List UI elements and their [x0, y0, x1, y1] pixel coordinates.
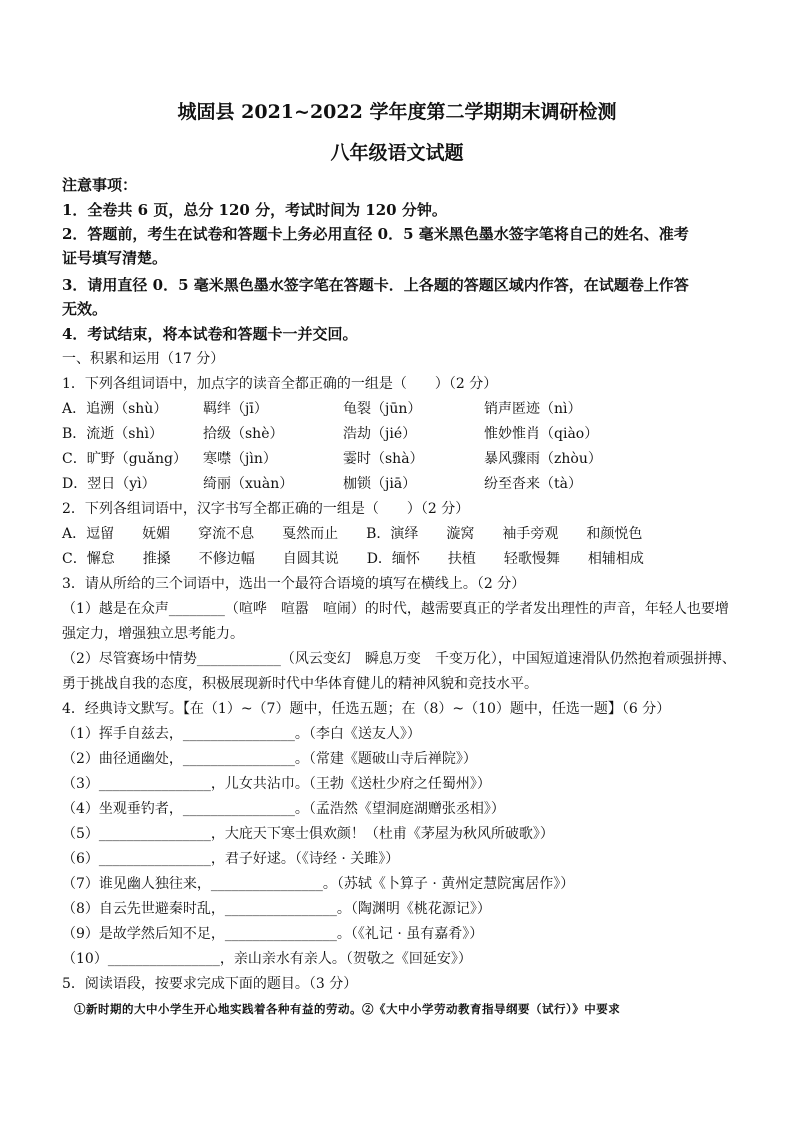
note-1: 1．全卷共 6 页，总分 120 分，考试时间为 120 分钟。 [62, 201, 447, 219]
note-4: 4．考试结束，将本试卷和答题卡一并交回。 [62, 325, 358, 343]
q4-item: （2）曲径通幽处，________________。（常建《题破山寺后禅院》） [62, 751, 477, 767]
q1-b-4: 惟妙惟肖（qiào） [484, 426, 599, 442]
q3-1-line-1: （1）越是在众声________（喧哗 喧嚣 喧闹）的时代，越需要真正的学者发出理性的声音，年轻人也要增 [62, 601, 729, 617]
q1-c-2: 寒噤（jìn） [203, 451, 277, 467]
q1-c-1: C．旷野（guǎng） [62, 451, 188, 467]
note-3-line-2: 无效。 [62, 300, 108, 318]
q1-b-3: 浩劫（jié） [343, 426, 417, 442]
q1-b-1: B．流逝（shì） [62, 426, 163, 442]
q4-item: （5）________________，大庇天下寒士俱欢颜！（杜甫《茅屋为秋风所破歌》） [62, 826, 554, 842]
q1-a-1: A．追溯（shù） [62, 401, 168, 417]
q1-d-3: 枷锁（jiā） [343, 476, 417, 492]
q1-d-1: D．翌日（yì） [62, 476, 156, 492]
q4-item: （9）是故学然后知不足，________________。（《礼记 · 虽有嘉肴》） [62, 926, 484, 942]
note-2-line-2: 证号填写清楚。 [62, 249, 168, 267]
q4-item: （4）坐观垂钓者，________________。（孟浩然《望洞庭湖赠张丞相》） [62, 801, 505, 817]
section-heading: 一、积累和运用（17 分） [62, 351, 225, 367]
q3-2-line-1: （2）尽管赛场中情势____________（风云变幻 瞬息万变 千变万化），中国短道速滑队仍然抱着顽强拼搏、 [62, 651, 736, 667]
q4-item: （8）自云先世避秦时乱，________________。（陶渊明《桃花源记》） [62, 901, 491, 917]
q2-options-cd: C．懈怠 推搡 不修边幅 自圆其说 D．缅怀 扶植 轻歌慢舞 相辅相成 [62, 551, 644, 567]
q2-options-ab: A．逗留 妩媚 穿流不息 戛然而止 B．演绎 漩窝 袖手旁观 和颜悦色 [62, 526, 643, 542]
q1-d-4: 纷至沓来（tà） [484, 476, 582, 492]
q2-stem: 2．下列各组词语中，汉字书写全都正确的一组是（ ）（2 分） [62, 501, 470, 517]
q5-stem: 5．阅读语段，按要求完成下面的题目。（3 分） [62, 976, 358, 992]
note-3-line-1: 3．请用直径 0．5 毫米黑色墨水签字笔在答题卡．上各题的答题区域内作答，在试题卷上作答 [62, 276, 689, 294]
q4-item: （1）挥手自兹去，________________。（李白《送友人》） [62, 726, 421, 742]
q4-item: （10）________________，亲山亲水有亲人。（贺敬之《回延安》） [62, 951, 472, 967]
q4-item: （6）________________，君子好逑。（《诗经 · 关雎》） [62, 851, 400, 867]
q1-a-4: 销声匿迹（nì） [484, 401, 582, 417]
q5-passage: ①新时期的大中小学生开心地实践着各种有益的劳动。②《大中小学劳动教育指导纲要（试行）》中要求 [74, 1002, 621, 1016]
q4-item: （7）谁见幽人独往来，________________。（苏轼《卜算子 · 黄州定慧院寓居作》） [62, 876, 575, 892]
q4-stem: 4．经典诗文默写。【在（1）~（7）题中，任选五题；在（8）~（10）题中，任选一题】（6 分） [62, 701, 671, 717]
q1-stem: 1．下列各组词语中，加点字的读音全都正确的一组是（ ）（2 分） [62, 376, 498, 392]
q4-item: （3）________________，儿女共沾巾。（王勃《送杜少府之任蜀州》） [62, 776, 491, 792]
note-2-line-1: 2．答题前，考生在试卷和答题卡上务必用直径 0．5 毫米黑色墨水签字笔将自己的姓名、准考 [62, 225, 689, 243]
q1-c-4: 暴风骤雨（zhòu） [484, 451, 602, 467]
q1-b-2: 拾级（shè） [203, 426, 284, 442]
q1-a-3: 龟裂（jūn） [343, 401, 422, 417]
q1-a-2: 羁绊（jī） [203, 401, 268, 417]
q3-stem: 3．请从所给的三个词语中，选出一个最符合语境的填写在横线上。（2 分） [62, 576, 526, 592]
q1-c-3: 霎时（shà） [343, 451, 424, 467]
exam-title: 城固县 2021~2022 学年度第二学期期末调研检测 [177, 101, 617, 123]
q1-d-2: 绮丽（xuàn） [203, 476, 294, 492]
q3-1-line-2: 强定力，增强独立思考能力。 [62, 626, 244, 642]
exam-subtitle: 八年级语文试题 [330, 142, 464, 164]
notes-heading: 注意事项： [62, 176, 138, 194]
q3-2-line-2: 勇于挑战自我的态度，积极展现新时代中华体育健儿的精神风貌和竞技水平。 [62, 676, 538, 692]
